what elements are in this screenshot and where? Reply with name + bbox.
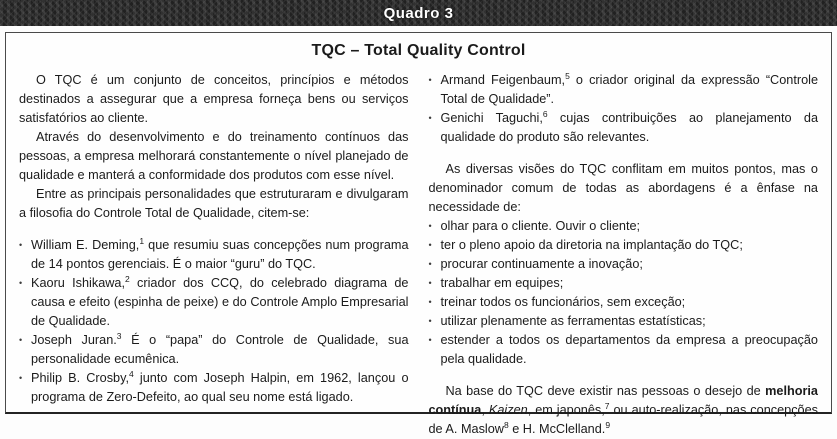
left-column <box>19 71 409 439</box>
paragraph <box>19 185 409 223</box>
text-segment: É o “papa” do Controle de Qualidade, sua personalidade ecumênica. <box>31 333 409 366</box>
box-title: TQC – Total Quality Control <box>311 42 526 59</box>
text-segment: Philip B. Crosby, <box>31 371 130 385</box>
text-segment: ou auto-realização, nas concepções de A. Maslow <box>428 403 819 436</box>
bullet-marker-icon: • <box>428 221 432 231</box>
bullet-text <box>31 273 409 328</box>
footnote-superscript: 5 <box>565 70 570 81</box>
text-segment: utilizar plenamente as ferramentas estatísticas; <box>440 314 706 328</box>
text-segment: que resumiu suas concepções num programa de 14 pontos gerenciais. É o maior “guru” do TQC. <box>31 238 409 271</box>
bullet-marker-icon: • <box>428 335 432 345</box>
bullet-item <box>429 236 819 255</box>
bullet-text <box>441 276 564 290</box>
text-segment: Kaizen <box>488 403 528 417</box>
text-segment: trabalhar em equipes; <box>440 276 564 290</box>
bullet-marker-icon: • <box>19 373 23 383</box>
quadro-box <box>5 32 832 436</box>
bullet-marker-icon: • <box>428 259 432 269</box>
bullet-item <box>429 71 819 109</box>
bullet-text <box>31 368 409 404</box>
right-paragraph-bottom <box>429 382 819 439</box>
bullet-text <box>441 219 641 233</box>
header-band-label: Quadro 3 <box>383 4 454 22</box>
text-segment: Através do desenvolvimento e do treinamento contínuos das pessoas, a empresa melhorará constantemente o nível planejado de qualidade e manterá a conformidade dos produtos com esse nível. <box>19 130 409 182</box>
bullet-marker-icon: • <box>19 240 23 250</box>
bullet-marker-icon: • <box>19 335 23 345</box>
paragraph <box>429 382 819 439</box>
left-paragraphs <box>19 71 409 223</box>
bullet-item <box>429 274 819 293</box>
bullet-marker-icon: • <box>19 278 23 288</box>
bullet-item <box>429 217 819 236</box>
text-segment: olhar para o cliente. Ouvir o cliente; <box>440 219 641 233</box>
footnote-superscript: 8 <box>503 419 509 430</box>
bullet-marker-icon: • <box>428 240 432 250</box>
right-bullet-list <box>429 217 819 369</box>
bullet-item <box>429 255 819 274</box>
bullet-marker-icon: • <box>428 316 432 326</box>
left-bullet-list <box>19 236 409 407</box>
bullet-item <box>19 331 409 369</box>
bullet-item <box>19 369 409 407</box>
footnote-superscript: 4 <box>129 368 134 379</box>
text-segment: e H. McClelland. <box>508 422 606 436</box>
text-segment: estender a todos os departamentos da empresa a preocupação pela qualidade. <box>440 333 818 366</box>
footnote-superscript: 6 <box>542 108 548 119</box>
bullet-text <box>441 295 686 309</box>
paragraph <box>19 71 409 128</box>
bullet-item <box>429 312 819 331</box>
bullet-text <box>441 257 643 271</box>
bullet-text <box>440 108 819 144</box>
text-segment: ter o pleno apoio da diretoria na implantação do TQC; <box>440 238 743 252</box>
bullet-text <box>440 70 819 106</box>
text-segment: Joseph Juran. <box>31 333 117 347</box>
bullet-marker-icon: • <box>428 278 432 288</box>
right-bullet-list-top <box>429 71 819 147</box>
text-segment: cujas contribuições ao planejamento da qualidade do produto são relevantes. <box>440 111 818 144</box>
text-segment: , em japonês, <box>527 403 605 417</box>
text-segment: Genichi Taguchi, <box>440 111 543 125</box>
right-column <box>429 71 819 439</box>
two-column-layout <box>19 71 818 439</box>
text-segment: melhoria contínua <box>428 384 818 417</box>
text-segment: William E. Deming, <box>31 238 140 252</box>
bullet-marker-icon: • <box>428 297 432 307</box>
text-segment: As diversas visões do TQC conflitam em muitos pontos, mas o denominador comum de todas as abordagens é a ênfase na necessidade de: <box>428 162 818 214</box>
right-paragraph-mid <box>429 160 819 217</box>
footnote-superscript: 7 <box>604 400 610 411</box>
footnote-superscript: 2 <box>125 273 130 284</box>
text-segment: Na base do TQC deve existir nas pessoas o desejo de <box>445 384 766 398</box>
paragraph <box>429 160 819 217</box>
bullet-item <box>19 274 409 331</box>
bullet-marker-icon: • <box>428 113 432 123</box>
bullet-item <box>429 331 819 369</box>
text-segment: Entre as principais personalidades que estruturaram e divulgaram a filosofia do Controle Total de Qualidade, citem-se: <box>19 187 409 220</box>
bullet-marker-icon: • <box>428 75 432 85</box>
bullet-text <box>441 314 706 328</box>
paragraph <box>19 128 409 185</box>
text-segment: procurar continuamente a inovação; <box>440 257 643 271</box>
text-segment: O TQC é um conjunto de conceitos, princípios e métodos destinados a assegurar que a empresa forneça bens ou serviços satisfatórios ao cliente. <box>19 73 409 125</box>
text-segment: o criador original da expressão “Controle Total de Qualidade”. <box>440 73 818 106</box>
text-segment: treinar todos os funcionários, sem exceção; <box>440 295 686 309</box>
header-band <box>0 0 837 26</box>
bullet-item <box>19 236 409 274</box>
bullet-item <box>429 109 819 147</box>
footnote-superscript: 1 <box>139 235 145 246</box>
text-segment: criador dos CCQ, do celebrado diagrama de causa e efeito (espinha de peixe) e do Controle Amplo Empresarial de Qualidade. <box>31 276 409 328</box>
bullet-text <box>31 330 409 366</box>
text-segment: Armand Feigenbaum, <box>440 73 566 87</box>
bullet-text <box>31 235 409 271</box>
bullet-text <box>441 333 819 366</box>
bullet-text <box>441 238 743 252</box>
text-segment: junto com Joseph Halpin, em 1962, lançou o programa de Zero-Defeito, ao qual seu nome está ligado. <box>31 371 409 404</box>
footnote-superscript: 9 <box>605 419 611 430</box>
bullet-item <box>429 293 819 312</box>
text-segment: , <box>481 403 489 417</box>
text-segment: Kaoru Ishikawa, <box>31 276 126 290</box>
footnote-superscript: 3 <box>116 330 122 341</box>
